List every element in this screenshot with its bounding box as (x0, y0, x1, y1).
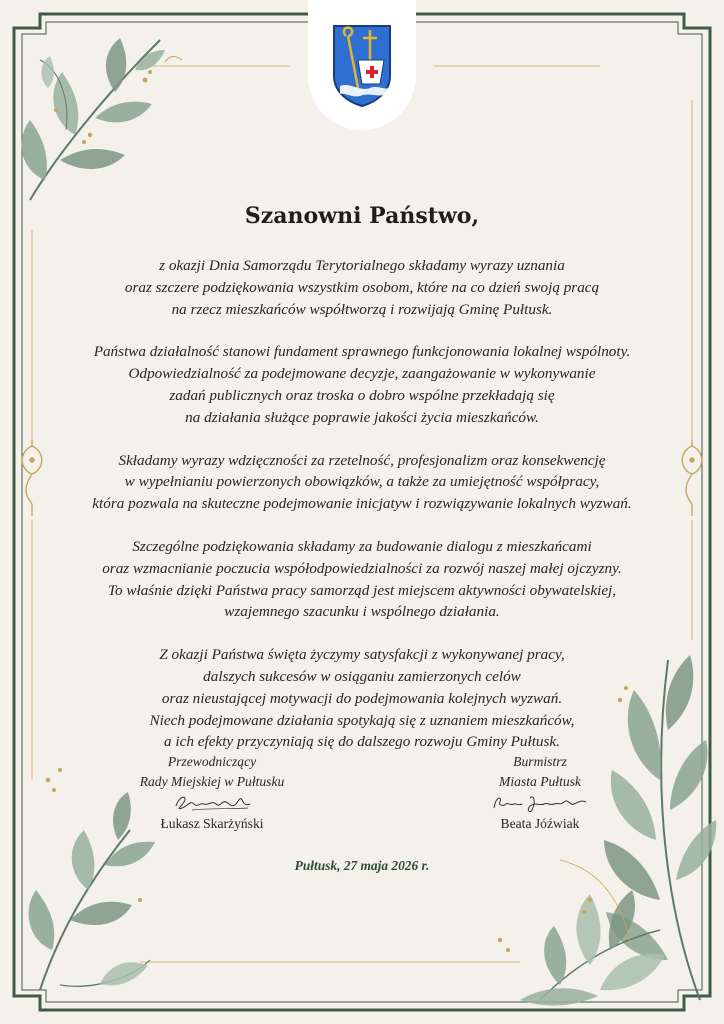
signatory-title: Rady Miejskiej w Pułtusku (139, 774, 285, 789)
signatory-title: Miasta Pułtusk (499, 774, 581, 789)
signatory-name: Beata Jóźwiak (500, 816, 580, 831)
text-line: a ich efekty przyczyniają się do dalszego rozwoju Gminy Pułtusk. (164, 733, 560, 751)
text-line: Szczególne podziękowania składamy za budowanie dialogu z mieszkańcami (132, 537, 592, 555)
paragraph (74, 450, 650, 515)
left-flourish (22, 440, 42, 516)
text-line: w wypełnianiu powierzonych obowiązków, a także za umiejętność współpracy, (124, 473, 600, 491)
handwritten-signature-left (172, 792, 252, 814)
crest-medallion (308, 0, 416, 130)
signature-block-left (92, 752, 332, 834)
right-flourish (682, 440, 702, 516)
text-line: Składamy wyrazy wdzięczności za rzetelność, profesjonalizm oraz konsekwencję (118, 451, 606, 469)
signatory-title: Przewodniczący (167, 754, 257, 769)
text-line: zadań publicznych oraz troska o dobro wspólne przekładają się (169, 386, 555, 404)
text-line: Niech podejmowane działania spotykają się z uznaniem mieszkańców, (149, 711, 575, 729)
letter-heading: Szanowni Państwo, (244, 203, 480, 229)
text-line: oraz nieustającej motywacji do podejmowania kolejnych wyzwań. (161, 689, 563, 707)
text-line: Z okazji Państwa święta życzymy satysfakcji z wykonywanej pracy, (159, 646, 565, 664)
text-line: wzajemnego szacunku i wspólnego działania. (224, 603, 500, 621)
leaf-branch-top-left (22, 38, 165, 200)
text-line: dalszych sukcesów w osiąganiu zamierzonych celów (203, 667, 521, 685)
paragraph (74, 536, 650, 623)
text-line: Odpowiedzialność za podejmowane decyzje, zaangażowanie w wykonywanie (128, 365, 596, 383)
signature-block-right (420, 752, 660, 834)
text-line: oraz wzmacnianie poczucia współodpowiedzialności za rozwój naszej małej ojczyzny. (102, 559, 622, 577)
text-line: z okazji Dnia Samorządu Terytorialnego składamy wyrazy uznania (159, 257, 565, 274)
letter-body (74, 255, 650, 774)
signatory-name: Łukasz Skarżyński (160, 816, 264, 831)
paragraph (74, 255, 650, 320)
handwritten-signature-right (490, 792, 590, 814)
text-line: na rzecz mieszkańców współtworzą i rozwijają Gminę Pułtusk. (171, 300, 553, 318)
text-line: Państwa działalność stanowi fundament sprawnego funkcjonowania lokalnej wspólnoty. (93, 343, 631, 361)
paragraph (74, 341, 650, 428)
text-line: To właśnie dzięki Państwa pracy samorząd jest miejscem aktywności obywatelskiej, (107, 581, 617, 599)
text-line: która pozwala na skuteczne podejmowanie inicjatyw i rozwiązywanie lokalnych wyzwań. (92, 495, 632, 513)
letter-date: Pułtusk, 27 maja 2026 r. (294, 858, 430, 873)
paragraph (74, 644, 650, 753)
text-line: oraz szczere podziękowania wszystkim osobom, które na co dzień swoją pracą (124, 278, 600, 296)
signatory-title: Burmistrz (513, 754, 567, 769)
coat-of-arms-icon (330, 22, 394, 108)
text-line: na działania służące poprawie jakości życia mieszkańców. (185, 408, 539, 426)
